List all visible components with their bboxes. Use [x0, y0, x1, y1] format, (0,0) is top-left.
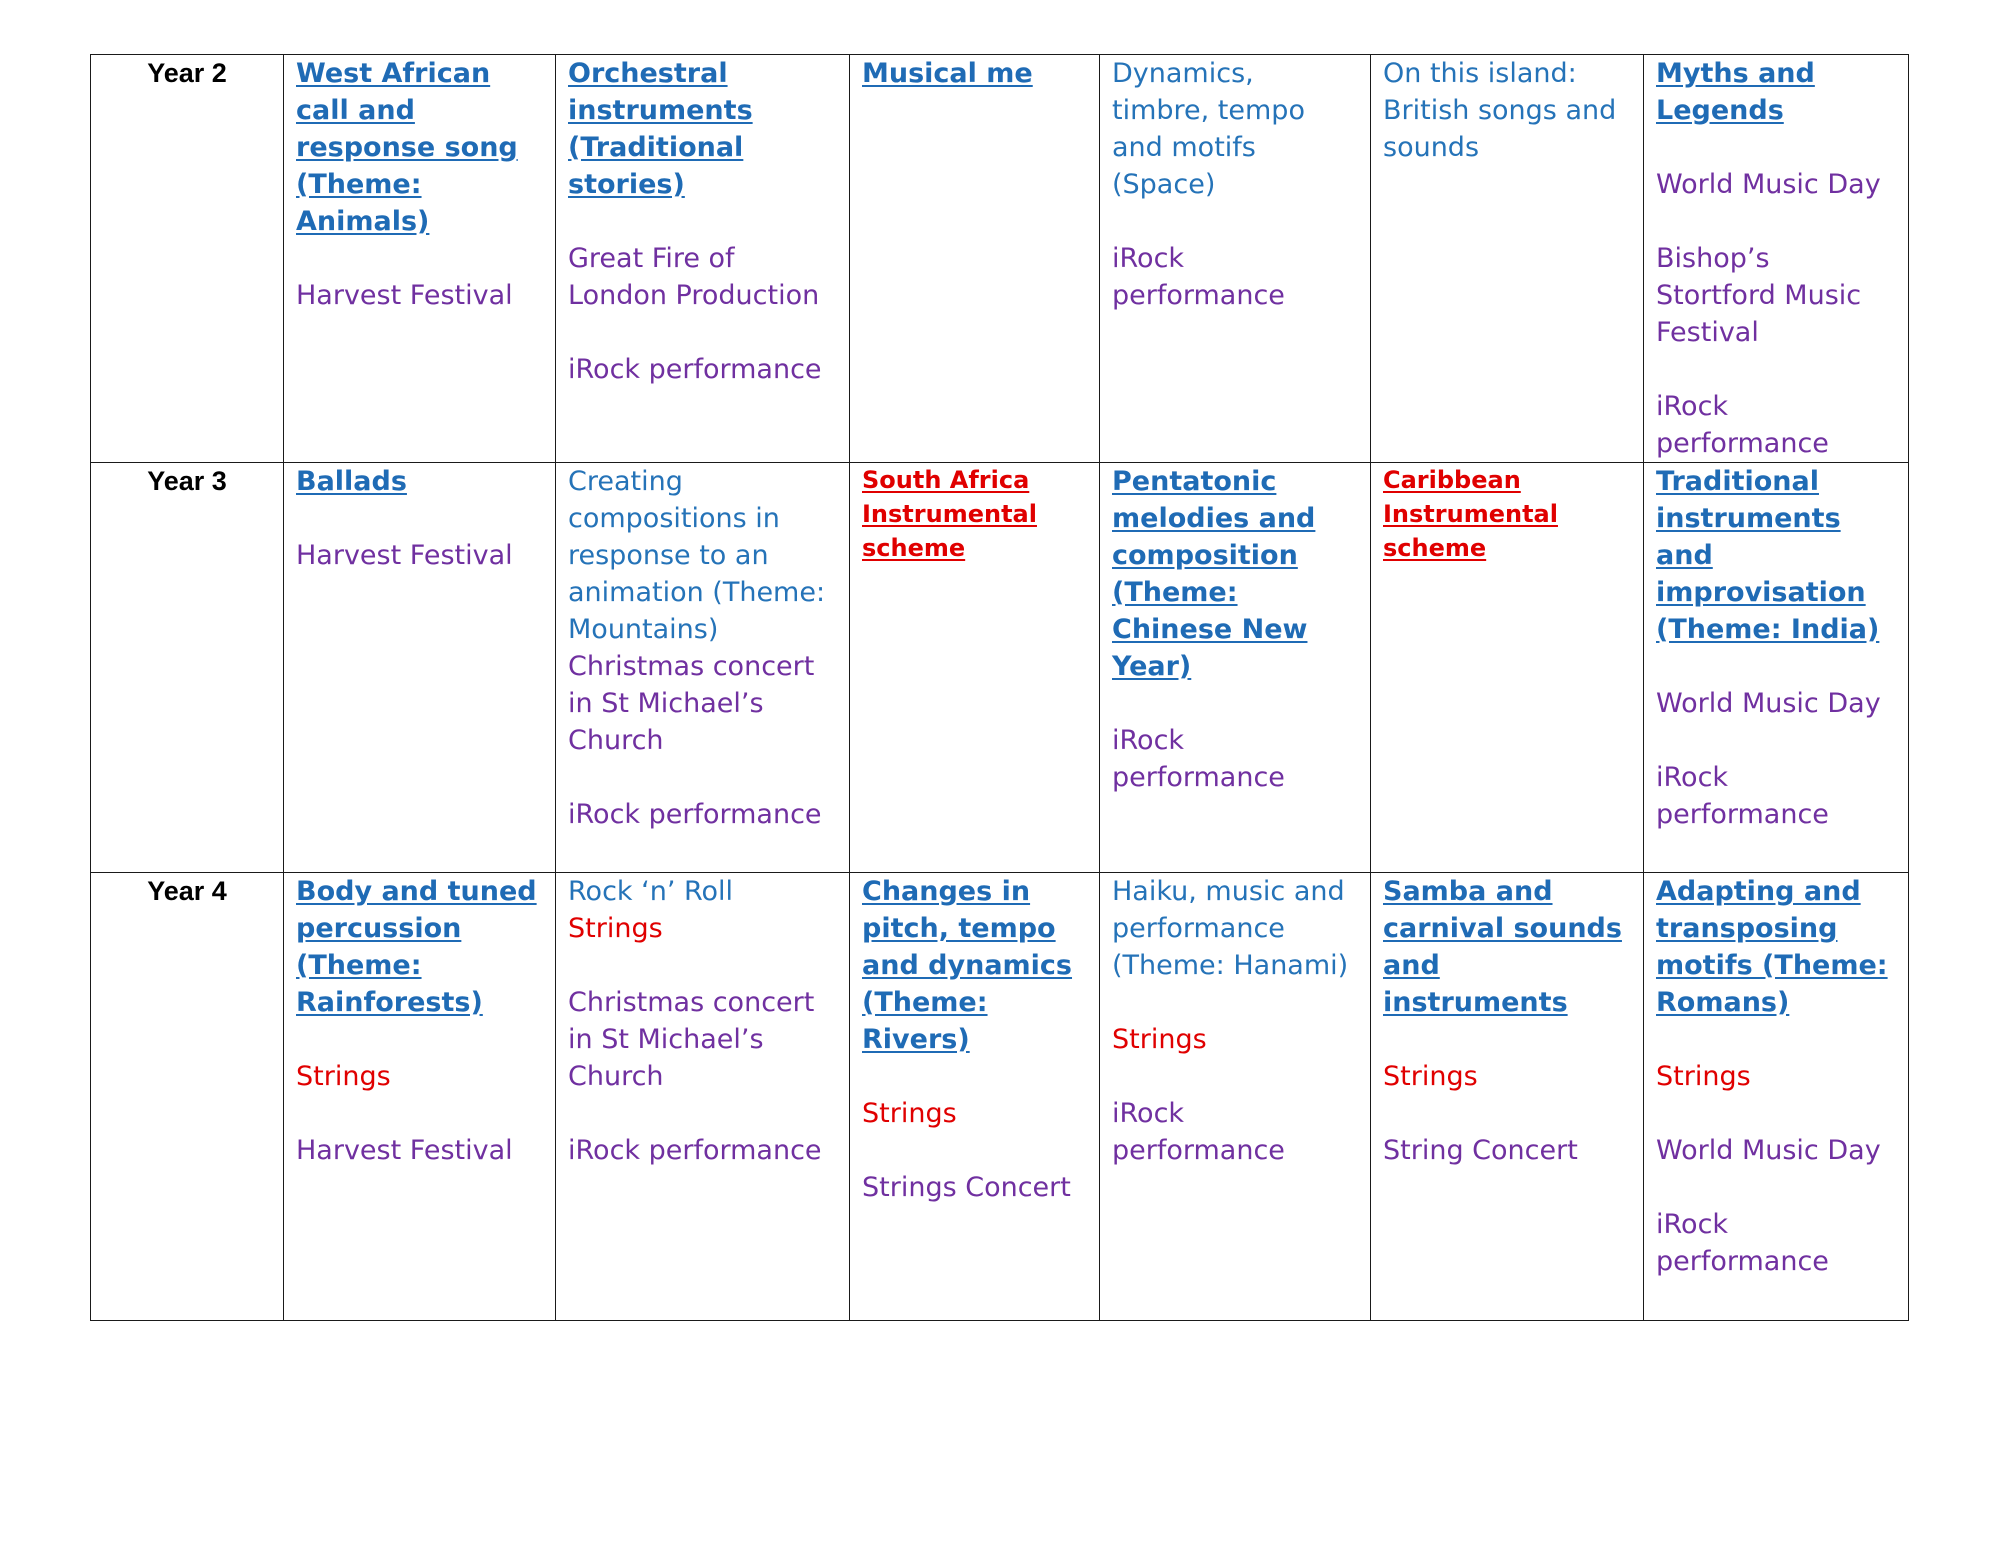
unit-link[interactable]: Body and tuned percussion (Theme: Rainforests): [296, 876, 537, 1018]
unit-link[interactable]: Ballads: [296, 466, 407, 497]
cell-entry: Christmas concert in St Michael’s Church: [568, 651, 815, 756]
cell-entry: iRock performance: [1112, 243, 1285, 311]
term-cell: [1100, 463, 1371, 873]
unit-link[interactable]: Orchestral instruments (Traditional stories): [568, 58, 753, 200]
term-cell: [1644, 55, 1909, 463]
cell-entry: Bishop’s Stortford Music Festival: [1656, 243, 1862, 348]
cell-entry: Strings Concert: [862, 1172, 1071, 1203]
cell-entry: Haiku, music and performance (Theme: Hanami): [1112, 876, 1349, 981]
unit-link[interactable]: West African call and response song (Theme: Animals): [296, 58, 518, 237]
cell-entry: Strings: [1112, 1024, 1207, 1055]
unit-link[interactable]: Changes in pitch, tempo and dynamics (Theme: Rivers): [862, 876, 1073, 1055]
term-cell: [284, 463, 556, 873]
term-cell: [1371, 55, 1644, 463]
year-label: Year 3: [147, 466, 227, 496]
cell-entry: iRock performance: [1656, 1209, 1829, 1277]
cell-entry: Harvest Festival: [296, 1135, 513, 1166]
unit-link[interactable]: Adapting and transposing motifs (Theme: Romans): [1656, 876, 1888, 1018]
year-label: Year 4: [147, 876, 227, 906]
cell-entry: Christmas concert in St Michael’s Church: [568, 987, 815, 1092]
cell-entry: Strings: [1383, 1061, 1478, 1092]
table-row: [91, 463, 1909, 873]
cell-entry: iRock performance: [1656, 391, 1829, 459]
music-curriculum-table: [90, 54, 1909, 1321]
cell-entry: Rock ‘n’ Roll: [568, 876, 734, 907]
cell-entry: Great Fire of London Production: [568, 243, 820, 311]
cell-entry: iRock performance: [1112, 725, 1285, 793]
cell-entry: On this island: British songs and sounds: [1383, 58, 1617, 163]
unit-link[interactable]: South Africa Instrumental scheme: [862, 466, 1037, 562]
cell-entry: World Music Day: [1656, 688, 1881, 719]
year-label: Year 2: [147, 58, 227, 88]
cell-entry: iRock performance: [568, 1135, 822, 1166]
unit-link[interactable]: Myths and Legends: [1656, 58, 1815, 126]
term-cell: [556, 873, 850, 1321]
cell-entry: Strings: [568, 913, 663, 944]
cell-entry: String Concert: [1383, 1135, 1578, 1166]
cell-entry: World Music Day: [1656, 169, 1881, 200]
term-cell: [284, 873, 556, 1321]
unit-link[interactable]: Pentatonic melodies and composition (Theme: Chinese New Year): [1112, 466, 1316, 682]
unit-link[interactable]: Caribbean Instrumental scheme: [1383, 466, 1558, 562]
term-cell: [556, 463, 850, 873]
cell-entry: Creating compositions in response to an animation (Theme: Mountains): [568, 466, 826, 645]
term-cell: [1100, 873, 1371, 1321]
unit-link[interactable]: Musical me: [862, 58, 1033, 89]
cell-entry: iRock performance: [568, 799, 822, 830]
table-row: [91, 873, 1909, 1321]
year-cell: [91, 873, 284, 1321]
term-cell: [850, 873, 1100, 1321]
cell-entry: Strings: [296, 1061, 391, 1092]
term-cell: [850, 55, 1100, 463]
term-cell: [1371, 463, 1644, 873]
cell-entry: Strings: [1656, 1061, 1751, 1092]
term-cell: [556, 55, 850, 463]
term-cell: [850, 463, 1100, 873]
unit-link[interactable]: Traditional instruments and improvisation (Theme: India): [1656, 466, 1880, 645]
cell-entry: Strings: [862, 1098, 957, 1129]
term-cell: [1644, 873, 1909, 1321]
cell-entry: iRock performance: [1656, 762, 1829, 830]
cell-entry: Harvest Festival: [296, 280, 513, 311]
cell-entry: World Music Day: [1656, 1135, 1881, 1166]
cell-entry: iRock performance: [1112, 1098, 1285, 1166]
term-cell: [1100, 55, 1371, 463]
term-cell: [1371, 873, 1644, 1321]
year-cell: [91, 55, 284, 463]
cell-entry: Dynamics, timbre, tempo and motifs (Space): [1112, 58, 1305, 200]
cell-entry: iRock performance: [568, 354, 822, 385]
year-cell: [91, 463, 284, 873]
unit-link[interactable]: Samba and carnival sounds and instruments: [1383, 876, 1622, 1018]
table-row: [91, 55, 1909, 463]
term-cell: [1644, 463, 1909, 873]
term-cell: [284, 55, 556, 463]
cell-entry: Harvest Festival: [296, 540, 513, 571]
